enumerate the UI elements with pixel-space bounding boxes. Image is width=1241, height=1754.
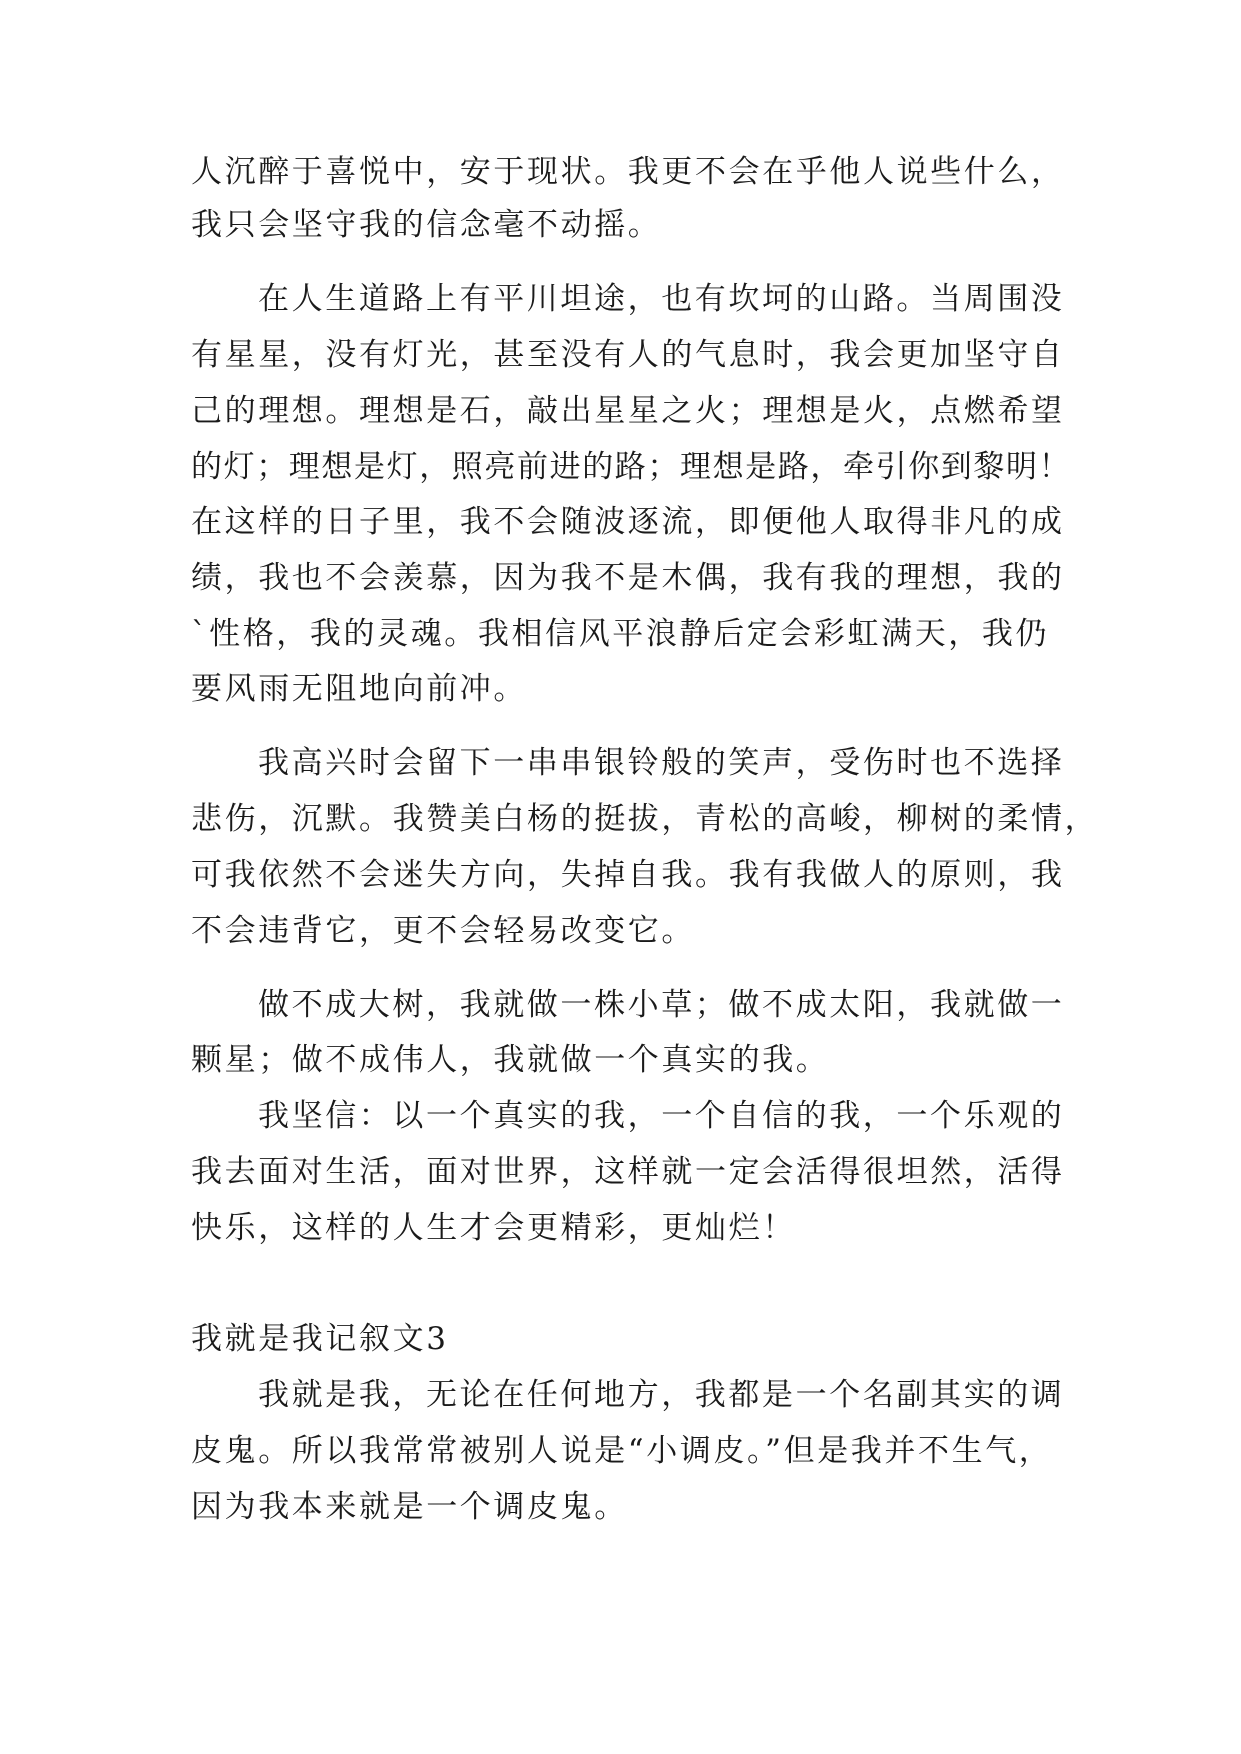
text-line: 颗星；做不成伟人，我就做一个真实的我。 xyxy=(191,1042,830,1078)
paragraph-first-line: 在人生道路上有平川坦途，也有坎坷的山路。当周围没 xyxy=(258,281,1065,317)
text-line: 人沉醉于喜悦中，安于现状。我更不会在乎他人说些什么， xyxy=(191,154,1065,190)
text-line: 要风雨无阻地向前冲。 xyxy=(191,671,527,707)
text-line: 皮鬼。所以我常常被别人说是“小调皮。”但是我并不生气， xyxy=(191,1433,1053,1469)
text-line: 可我依然不会迷失方向，失掉自我。我有我做人的原则，我 xyxy=(191,857,1065,893)
text-line: `性格，我的灵魂。我相信风平浪静后定会彩虹满天，我仍 xyxy=(191,616,1050,652)
text-line: 我去面对生活，面对世界，这样就一定会活得很坦然，活得 xyxy=(191,1154,1065,1190)
text-line: 不会违背它，更不会轻易改变它。 xyxy=(191,913,695,949)
text-line: 快乐，这样的人生才会更精彩，更灿烂！ xyxy=(191,1210,796,1246)
text-line: 悲伤，沉默。我赞美白杨的挺拔，青松的高峻，柳树的柔情， xyxy=(191,801,1099,837)
section-heading: 我就是我记叙文3 xyxy=(191,1321,449,1357)
paragraph-first-line: 我就是我，无论在任何地方，我都是一个名副其实的调 xyxy=(258,1377,1065,1413)
text-line: 的灯；理想是灯，照亮前进的路；理想是路，牵引你到黎明！ xyxy=(191,449,1072,485)
text-line: 因为我本来就是一个调皮鬼。 xyxy=(191,1489,628,1525)
text-line: 绩，我也不会羡慕，因为我不是木偶，我有我的理想，我的 xyxy=(191,560,1065,596)
text-line: 我只会坚守我的信念毫不动摇。 xyxy=(191,207,662,243)
paragraph-first-line: 做不成大树，我就做一株小草；做不成太阳，我就做一 xyxy=(258,987,1065,1023)
text-line: 在这样的日子里，我不会随波逐流，即便他人取得非凡的成 xyxy=(191,504,1065,540)
paragraph-first-line: 我坚信：以一个真实的我，一个自信的我，一个乐观的 xyxy=(258,1098,1065,1134)
text-line: 己的理想。理想是石，敲出星星之火；理想是火，点燃希望 xyxy=(191,393,1065,429)
paragraph-first-line: 我高兴时会留下一串串银铃般的笑声，受伤时也不选择 xyxy=(258,745,1065,781)
text-line: 有星星，没有灯光，甚至没有人的气息时，我会更加坚守自 xyxy=(191,337,1065,373)
